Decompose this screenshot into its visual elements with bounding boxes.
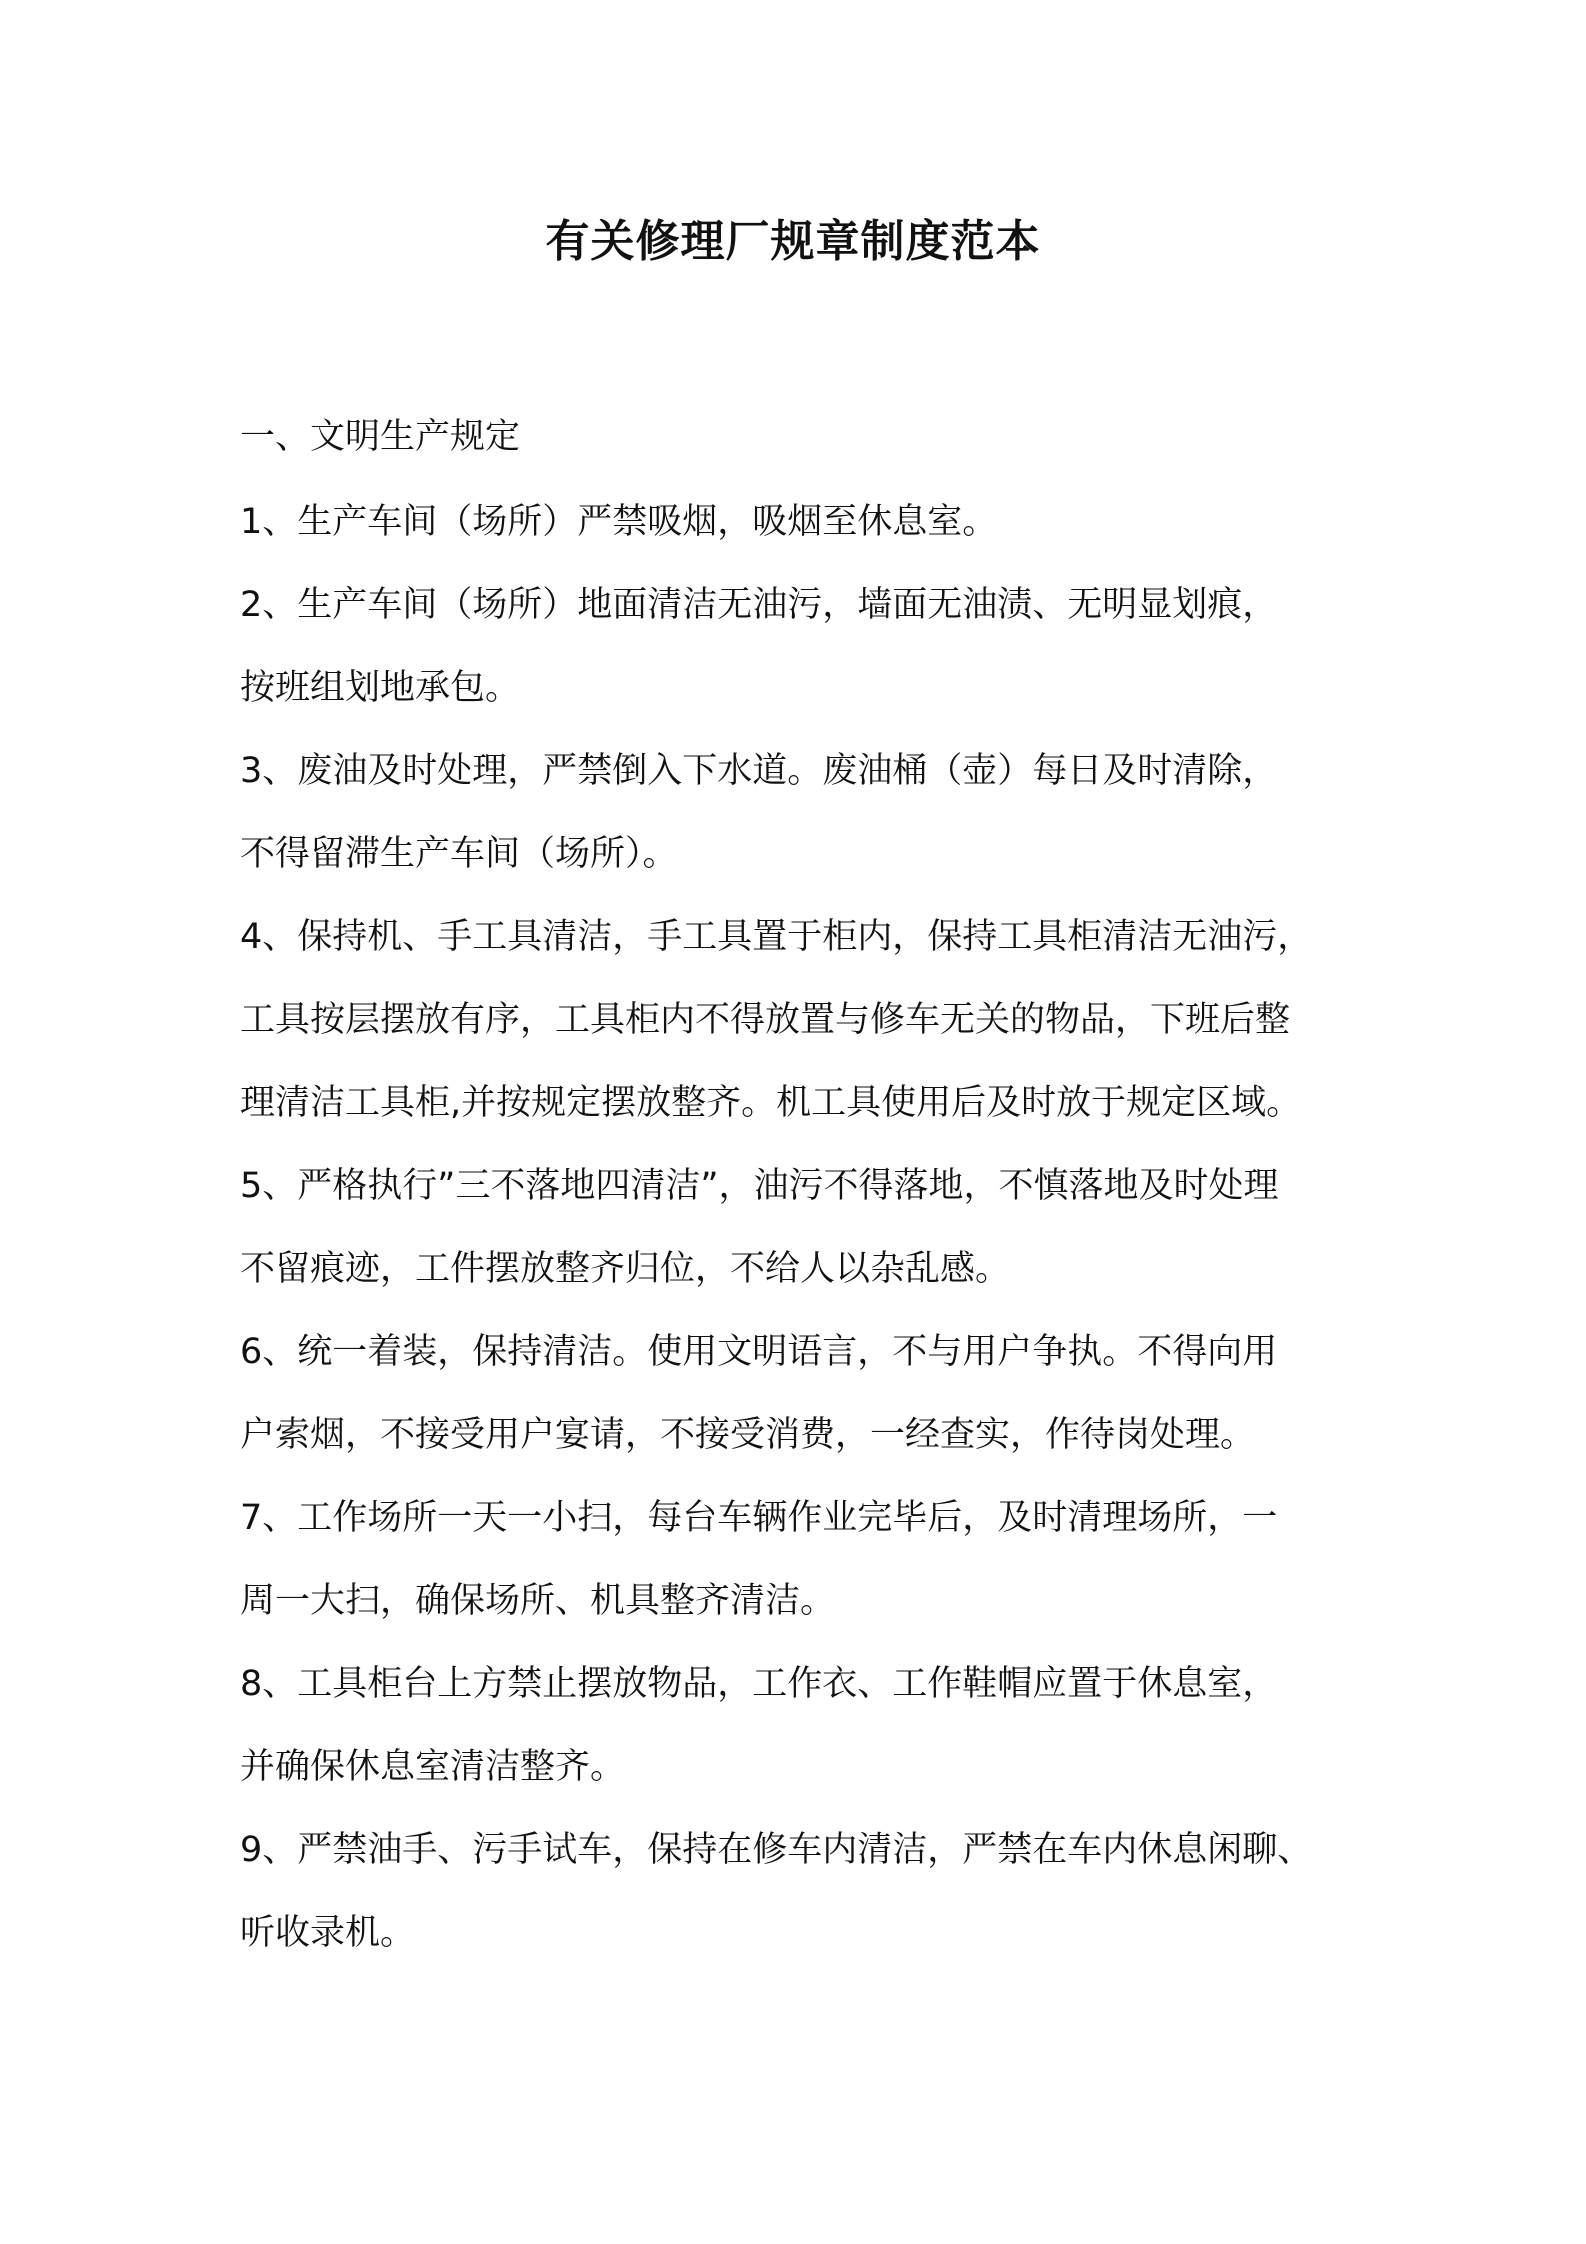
body-line: 7、工作场所一天一小扫，每台车辆作业完毕后，及时清理场所，一 <box>240 1498 1278 1538</box>
body-line: 听收录机。 <box>240 1913 416 1953</box>
body-line: 5、严格执行”三不落地四清洁”，油污不得落地，不慎落地及时处理 <box>240 1166 1279 1206</box>
body-line: 户索烟，不接受用户宴请，不接受消费，一经查实，作待岗处理。 <box>240 1415 1256 1455</box>
body-line: 周一大扫，确保场所、机具整齐清洁。 <box>240 1581 836 1621</box>
body-line: 8、工具柜台上方禁止摆放物品，工作衣、工作鞋帽应置于休息室， <box>240 1664 1278 1704</box>
body-line: 1、生产车间（场所）严禁吸烟，吸烟至休息室。 <box>240 502 998 542</box>
body-line: 2、生产车间（场所）地面清洁无油污，墙面无油渍、无明显划痕， <box>240 585 1278 625</box>
body-line: 工具按层摆放有序，工具柜内不得放置与修车无关的物品，下班后整 <box>240 1000 1291 1040</box>
body-line: 4、保持机、手工具清洁，手工具置于柜内，保持工具柜清洁无油污， <box>240 917 1313 957</box>
document-title: 有关修理厂规章制度范本 <box>545 216 1041 267</box>
body-line: 3、废油及时处理，严禁倒入下水道。废油桶（壶）每日及时清除， <box>240 751 1278 791</box>
body-line: 不得留滞生产车间（场所）。 <box>240 834 678 874</box>
body-line: 并确保休息室清洁整齐。 <box>240 1747 626 1787</box>
body-line: 不留痕迹，工件摆放整齐归位，不给人以杂乱感。 <box>240 1249 1011 1289</box>
section-heading: 一、文明生产规定 <box>240 417 521 457</box>
body-line: 6、统一着装，保持清洁。使用文明语言，不与用户争执。不得向用 <box>240 1332 1278 1372</box>
body-line: 理清洁工具柜,并按规定摆放整齐。机工具使用后及时放于规定区域。 <box>240 1083 1302 1123</box>
body-line: 按班组划地承包。 <box>240 668 521 708</box>
body-line: 9、严禁油手、污手试车，保持在修车内清洁，严禁在车内休息闲聊、 <box>240 1830 1313 1870</box>
